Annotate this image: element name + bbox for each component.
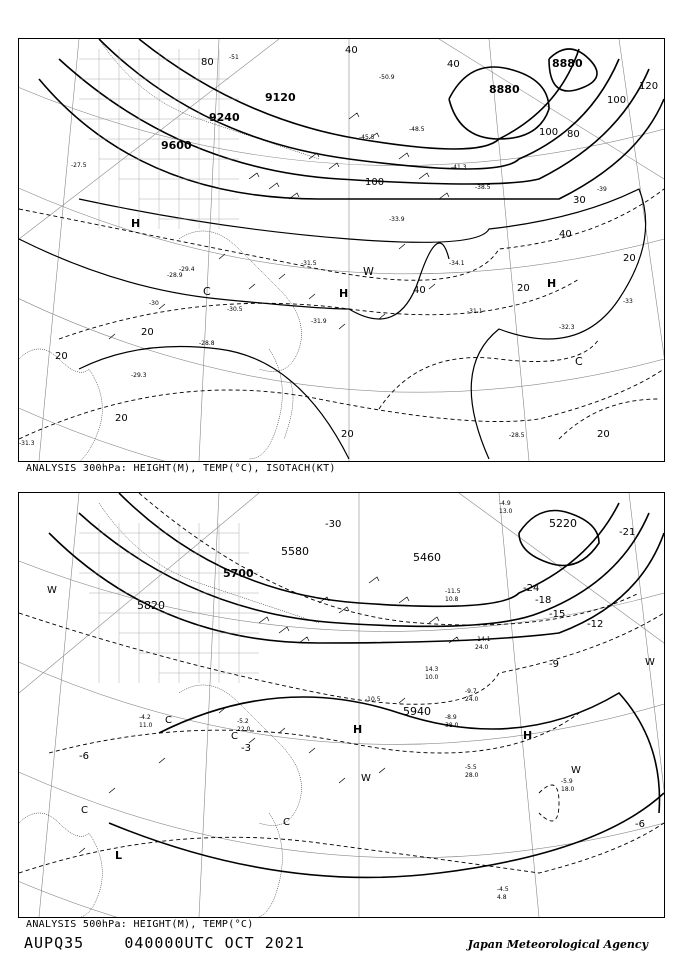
isotach-label: 20 [623,253,636,264]
hatch-area [79,49,239,229]
wind-barbs [79,577,459,853]
temp-contour-label: -9 [549,659,559,670]
chart-300hpa [18,38,665,462]
height-contours [49,493,664,877]
station-temp: -50.9 [379,74,395,81]
height-label-5460: 5460 [413,551,441,564]
temp-contour-label: -18 [535,595,552,606]
isotach-label: 20 [597,429,610,440]
temp-contour-label: -30 [325,519,342,530]
station-value: 24.0 [475,644,489,651]
isotach-contours [19,189,664,439]
high-center: H [353,723,363,736]
temp-contour-label: -12 [587,619,604,630]
map-300hpa [19,39,664,461]
cold-center: C [283,817,290,828]
station-value: -4.5 [497,886,509,893]
station-value: 22.0 [237,726,251,733]
height-label-5700: 5700 [223,567,254,580]
isotach-label: 80 [567,129,580,140]
station-temp: -30 [149,300,159,307]
cold-center: C [203,285,211,298]
warm-center: W [47,585,57,596]
height-label-8880-b: 8880 [489,83,520,96]
cold-center: C [231,731,238,742]
station-temp: -28.9 [167,272,183,279]
station-value: -9.7 [465,688,477,695]
height-label-9120: 9120 [265,91,296,104]
warm-center: W [571,765,581,776]
warm-center: W [363,265,374,278]
station-value: -5.9 [561,778,573,785]
temp-contour-label: -3 [241,743,251,754]
station-temp: -29.4 [179,266,195,273]
map-500hpa [19,493,664,917]
caption-500hpa: ANALYSIS 500hPa: HEIGHT(M), TEMP(°C) [26,919,254,930]
isotach-label: 100 [607,95,627,106]
chart-code-and-time [24,934,305,952]
station-temp: -29.3 [131,372,147,379]
isotach-label: 100 [539,127,559,138]
high-center: H [131,217,141,230]
station-value: -4.2 [139,714,151,721]
high-center: H [339,287,349,300]
station-value: -14.1 [475,636,491,643]
temp-contour-label: -15 [549,609,566,620]
station-temp: -30.5 [227,306,243,313]
valid-time: 040000UTC OCT 2021 [124,934,305,952]
station-temp: -31.9 [311,318,327,325]
caption-300hpa: ANALYSIS 300hPa: HEIGHT(M), TEMP(°C), ISOTACH(KT) [26,463,336,474]
isotach-label: 40 [345,45,358,56]
station-value: 10.0 [425,674,439,681]
station-temp: -48.5 [409,126,425,133]
station-temp: -32.3 [559,324,575,331]
station-temp: -33 [623,298,633,305]
isotach-label: 40 [447,59,460,70]
station-temp: -28.5 [509,432,525,439]
temp-contour-label: -21 [619,527,636,538]
station-temp: -31.3 [19,440,35,447]
station-value: -11.5 [445,588,461,595]
isotach-label: 100 [365,177,385,188]
height-label-9600: 9600 [161,139,192,152]
temperature-contours [19,493,664,873]
station-value: 28.0 [465,772,479,779]
latlon-grid [19,39,664,461]
isotach-label: 40 [559,229,572,240]
station-temperatures [19,54,633,447]
station-value: 18.0 [561,786,575,793]
agency-name: Japan Meteorological Agency [467,938,648,951]
isotach-label: 20 [341,429,354,440]
isotach-label: 80 [201,57,214,68]
chart-500hpa [18,492,665,918]
station-temp: -28.8 [199,340,215,347]
station-temp: -27.5 [71,162,87,169]
station-value: 24.0 [465,696,479,703]
station-temp: -41.3 [451,164,467,171]
warm-center: W [361,773,371,784]
station-temp: -31.1 [467,308,483,315]
station-labels [139,500,575,901]
station-temp: -34.1 [449,260,465,267]
height-label-5580: 5580 [281,545,309,558]
isotach-label: 30 [573,195,586,206]
station-temp: -45.5 [359,134,375,141]
low-center: L [115,849,123,862]
coastlines [19,503,319,917]
cold-center: C [81,805,88,816]
isotach-label: 20 [141,327,154,338]
station-value: 10.8 [445,596,459,603]
isotach-label: 20 [115,413,128,424]
temp-contour-label: -24 [523,583,540,594]
high-center: H [547,277,557,290]
station-temp: -38.5 [475,184,491,191]
station-temp: -33.9 [389,216,405,223]
warm-center: W [645,657,655,668]
station-value: 14.3 [425,666,439,673]
cold-center: C [165,715,172,726]
isotach-label: 20 [55,351,68,362]
height-label-5220: 5220 [549,517,577,530]
station-value: -5.5 [465,764,477,771]
jet-axis [19,189,646,459]
temp-contour-label: -6 [635,819,645,830]
cold-center: C [575,355,583,368]
station-value: -10.5 [365,696,381,703]
station-value: 11.0 [139,722,153,729]
station-temp: -51 [229,54,239,61]
isotach-label: 20 [517,283,530,294]
temp-contour-label: -6 [79,751,89,762]
station-value: 13.0 [499,508,513,515]
isotach-label: 120 [639,81,659,92]
station-temp: -39 [597,186,607,193]
height-label-9240: 9240 [209,111,240,124]
station-value: -5.2 [237,718,249,725]
station-value: -4.9 [499,500,511,507]
station-temp: -31.5 [301,260,317,267]
height-label-5820: 5820 [137,599,165,612]
height-label-8880-a: 8880 [552,57,583,70]
height-label-5940: 5940 [403,705,431,718]
station-value: 38.0 [445,722,459,729]
high-center: H [523,729,533,742]
station-value: 4.8 [497,894,507,901]
station-value: -8.9 [445,714,457,721]
isotach-label: 40 [413,285,426,296]
chart-code: AUPQ35 [24,934,85,952]
